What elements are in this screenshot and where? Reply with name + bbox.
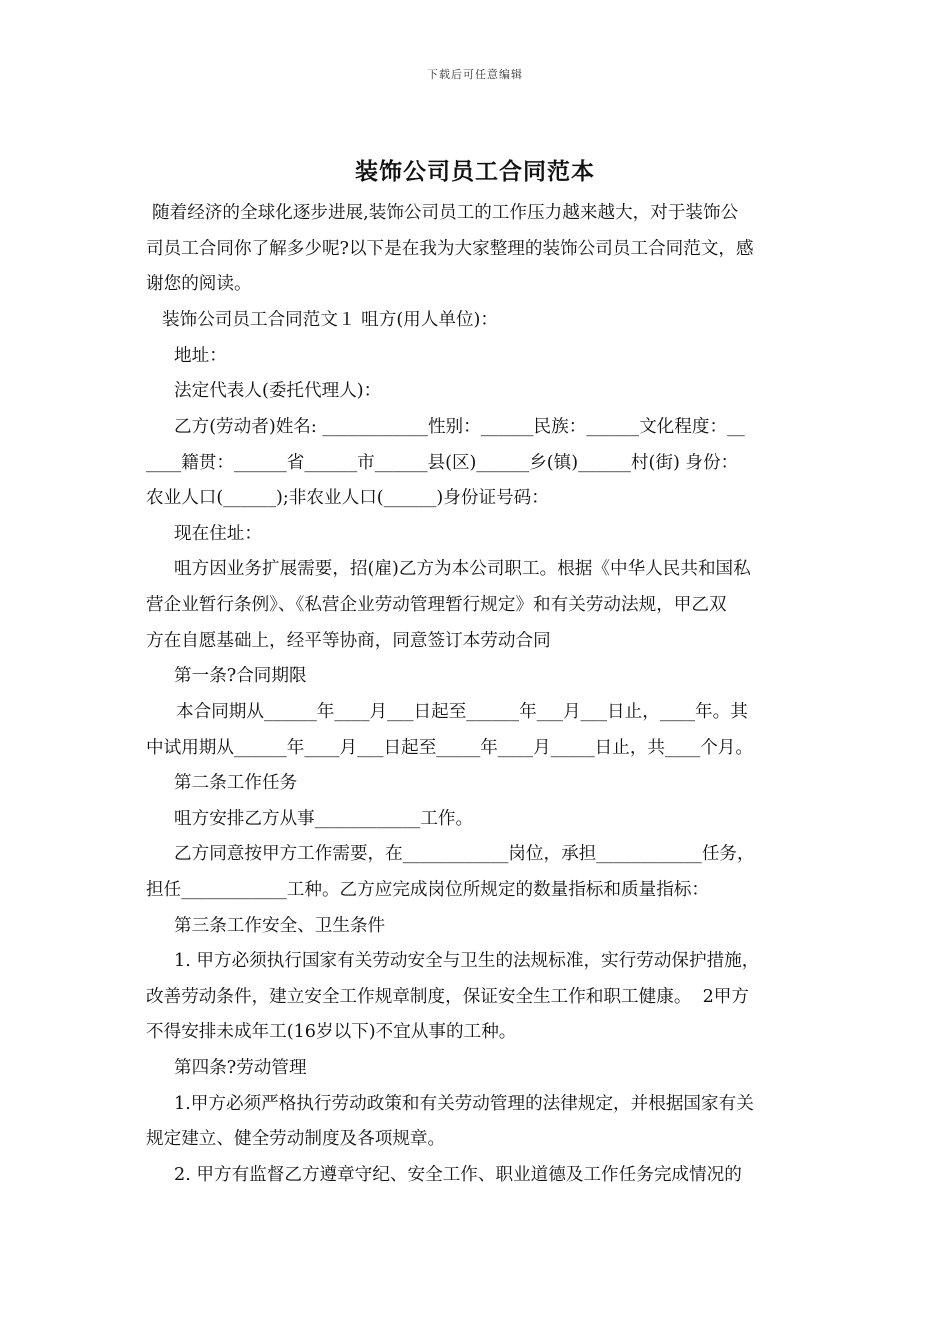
text-line: 规定建立、健全劳动制度及各项规章。	[146, 1129, 446, 1149]
text-line: 第四条?劳动管理	[174, 1058, 307, 1078]
text-line: 担任____________工种。乙方应完成岗位所规定的数量指标和质量指标：	[146, 880, 710, 900]
text-line: 1.甲方必须严格执行劳动政策和有关劳动管理的法律规定，并根据国家有关	[174, 1094, 754, 1114]
text-line: 咀方安排乙方从事____________工作。	[174, 809, 474, 829]
text-line: 随着经济的全球化逐步进展,装饰公司员工的工作压力越来越大，对于装饰公	[152, 203, 739, 223]
text-line: 乙方同意按甲方工作需要，在____________岗位，承担____________任务，	[174, 844, 755, 864]
text-line: 第三条工作安全、卫生条件	[174, 916, 386, 936]
text-line: ____籍贯：______省______市______县(区)______乡(镇)______村(街) 身份：	[146, 453, 739, 473]
text-line: 第二条工作任务	[174, 773, 298, 793]
text-line: 司员工合同你了解多少呢?以下是在我为大家整理的装饰公司员工合同范文，感	[146, 239, 754, 259]
text-line: 不得安排未成年工(16岁以下)不宜从事的工种。	[146, 1022, 517, 1042]
document-title: 装饰公司员工合同范本	[355, 158, 595, 185]
text-line: 2. 甲方有监督乙方遵章守纪、安全工作、职业道德及工作任务完成情况的	[174, 1165, 742, 1185]
text-line: 咀方因业务扩展需要，招(雇)乙方为本公司职工。根据《中华人民共和国私	[174, 559, 751, 579]
text-line: 装饰公司员工合同范文１ 咀方(用人单位)：	[162, 310, 499, 330]
text-line: 营企业暂行条例》、《私营企业劳动管理暂行规定》和有关劳动法规，甲乙双	[146, 595, 727, 615]
text-line: 法定代表人(委托代理人)：	[174, 381, 382, 401]
header-note: 下载后可任意编辑	[427, 68, 523, 81]
text-line: 方在自愿基础上，经平等协商，同意签订本劳动合同	[146, 631, 551, 651]
text-line: 地址：	[174, 346, 227, 366]
text-line: 乙方(劳动者)姓名: ____________性别：______民族：______文化程度：__	[174, 417, 745, 437]
text-line: 1. 甲方必须执行国家有关劳动安全与卫生的法规标准，实行劳动保护措施，	[174, 951, 760, 971]
text-line: 谢您的阅读。	[146, 274, 252, 294]
text-line: 现在住址：	[174, 524, 262, 544]
text-line: 本合同期从______年____月___日起至______年___月___日止，____年。其	[176, 702, 748, 722]
text-line: 农业人口(______);非农业人口(______)身份证号码：	[146, 488, 549, 508]
text-line: 第一条?合同期限	[174, 666, 307, 686]
text-line: 改善劳动条件，建立安全工作规章制度，保证安全生工作和职工健康。 2甲方	[146, 987, 749, 1007]
text-line: 中试用期从______年____月___日起至_____年____月_____日止，共____个月。	[146, 738, 753, 758]
